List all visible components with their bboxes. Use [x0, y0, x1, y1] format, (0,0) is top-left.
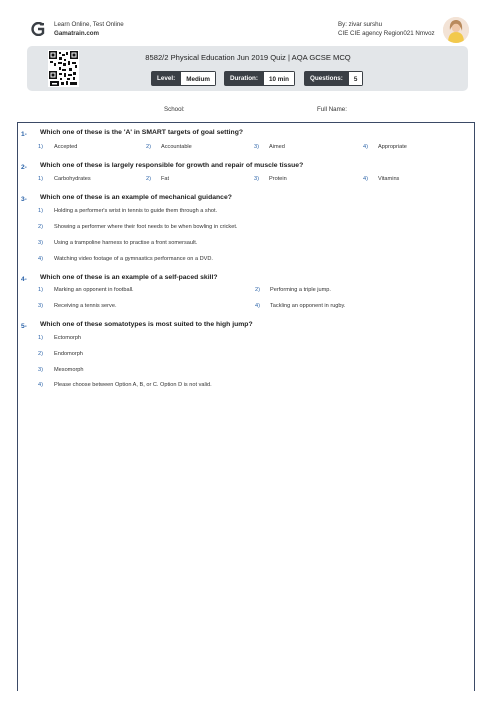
option-number[interactable]: 4) — [363, 144, 368, 150]
option-text[interactable]: Mesomorph — [54, 367, 84, 373]
gamatrain-logo-icon — [30, 22, 46, 36]
option-number[interactable]: 3) — [254, 144, 259, 150]
brand-tagline: Learn Online, Test Online — [54, 21, 124, 28]
question-number: 4- — [21, 276, 27, 283]
school-field-label: School: — [164, 106, 185, 113]
duration-label: Duration: — [224, 71, 264, 86]
option-text[interactable]: Ectomorph — [54, 335, 82, 341]
option-number[interactable]: 1) — [38, 144, 43, 150]
option-text[interactable]: Fat — [161, 176, 170, 182]
option-number[interactable]: 3) — [38, 303, 43, 309]
option-text[interactable]: Endomorph — [54, 351, 83, 357]
option-text[interactable]: Performing a triple jump. — [270, 287, 331, 293]
option-number[interactable]: 4) — [363, 176, 368, 182]
option-text[interactable]: Showing a performer where their foot needs to be when bowling in cricket. — [54, 224, 238, 230]
option-text[interactable]: Accountable — [161, 144, 192, 150]
option-number[interactable]: 1) — [38, 335, 43, 341]
level-label: Level: — [151, 71, 181, 86]
option-text[interactable]: Watching video footage of a gymnastics performance on a DVD. — [54, 256, 213, 262]
divider — [17, 122, 475, 123]
questions-label: Questions: — [304, 71, 349, 86]
avatar-portrait-icon — [443, 17, 469, 43]
fullname-field-label: Full Name: — [317, 106, 347, 113]
level-badge — [151, 71, 216, 86]
option-number[interactable]: 3) — [38, 240, 43, 246]
questions-value: 5 — [349, 71, 364, 86]
option-text[interactable]: Holding a performer's wrist in tennis to guide them through a shot. — [54, 208, 218, 214]
option-text[interactable]: Vitamins — [378, 176, 400, 182]
option-text[interactable]: Receiving a tennis serve. — [54, 303, 117, 309]
page-header — [0, 0, 496, 46]
option-text[interactable]: Appropriate — [378, 144, 407, 150]
option-text[interactable]: Marking an opponent in football. — [54, 287, 134, 293]
option-number[interactable]: 4) — [38, 382, 43, 388]
question-text: Which one of these is largely responsible for growth and repair of muscle tissue? — [40, 162, 304, 169]
question-number: 2- — [21, 164, 27, 171]
option-number[interactable]: 1) — [38, 176, 43, 182]
option-text[interactable]: Protein — [269, 176, 287, 182]
quiz-title: 8582/2 Physical Education Jun 2019 Quiz | AQA GCSE MCQ — [145, 53, 351, 62]
option-text[interactable]: Using a trampoline harness to practise a front somersault. — [54, 240, 198, 246]
duration-value: 10 min — [264, 71, 295, 86]
page-frame-right — [474, 123, 475, 691]
author-org: CIE CIE agency Region021 Nmvoz — [338, 30, 435, 37]
avatar — [443, 17, 469, 43]
page-frame-left — [17, 123, 18, 691]
option-number[interactable]: 1) — [38, 208, 43, 214]
option-number[interactable]: 2) — [146, 176, 151, 182]
duration-badge — [224, 71, 295, 86]
question-number: 3- — [21, 196, 27, 203]
question-number: 5- — [21, 323, 27, 330]
option-number[interactable]: 3) — [254, 176, 259, 182]
question-text: Which one of these is the 'A' in SMART targets of goal setting? — [40, 129, 243, 136]
option-number[interactable]: 4) — [255, 303, 260, 309]
level-value: Medium — [181, 71, 216, 86]
option-text[interactable]: Aimed — [269, 144, 285, 150]
brand-site[interactable]: Gamatrain.com — [54, 30, 100, 37]
questions-badge — [304, 71, 363, 86]
question-text: Which one of these somatotypes is most suited to the high jump? — [40, 321, 253, 328]
option-number[interactable]: 2) — [146, 144, 151, 150]
option-number[interactable]: 2) — [38, 351, 43, 357]
question-number: 1- — [21, 131, 27, 138]
option-text[interactable]: Please choose between Option A, B, or C. Option D is not valid. — [54, 382, 212, 388]
option-text[interactable]: Accepted — [54, 144, 78, 150]
option-number[interactable]: 3) — [38, 367, 43, 373]
question-text: Which one of these is an example of a self-paced skill? — [40, 274, 218, 281]
option-number[interactable]: 1) — [38, 287, 43, 293]
question-text: Which one of these is an example of mechanical guidance? — [40, 194, 232, 201]
author-name: By: zivar surshu — [338, 21, 383, 28]
option-text[interactable]: Carbohydrates — [54, 176, 91, 182]
option-number[interactable]: 2) — [38, 224, 43, 230]
option-number[interactable]: 2) — [255, 287, 260, 293]
option-text[interactable]: Tackling an opponent in rugby. — [270, 303, 346, 309]
option-number[interactable]: 4) — [38, 256, 43, 262]
